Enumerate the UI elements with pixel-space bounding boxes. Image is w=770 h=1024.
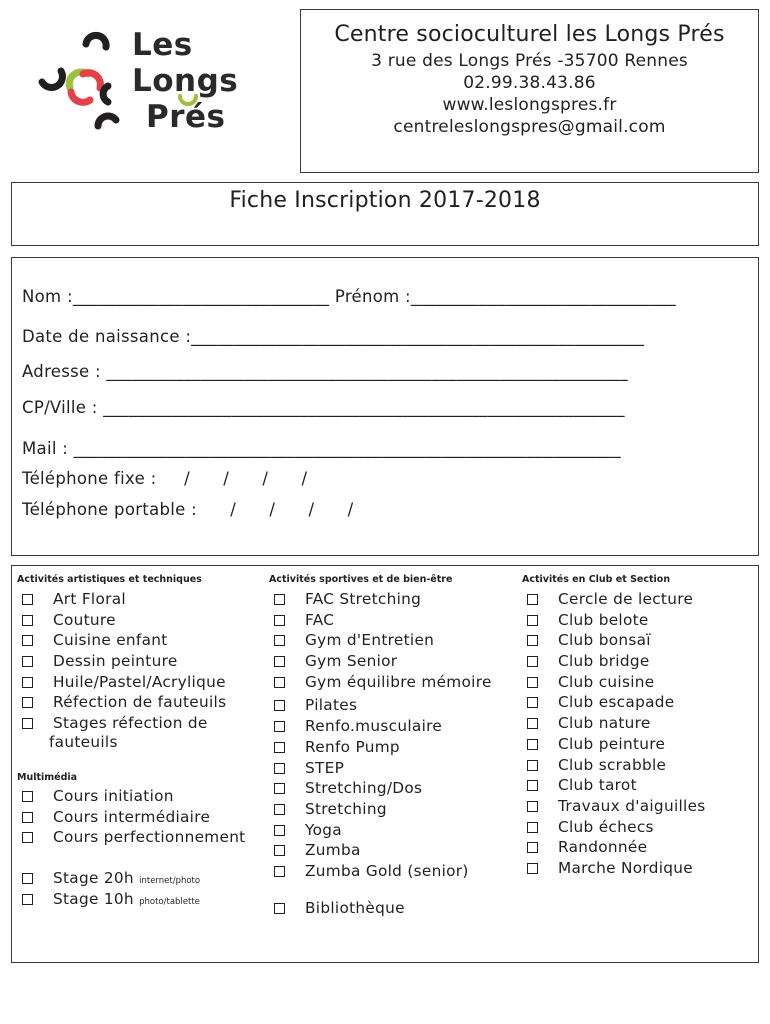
activity-option[interactable]: Cuisine enfant <box>17 630 267 651</box>
activity-option[interactable]: Club bonsaï <box>522 630 752 651</box>
activity-option[interactable]: Pilates <box>269 695 519 716</box>
activity-option[interactable]: Club escapade <box>522 692 752 713</box>
checkbox[interactable] <box>274 742 285 753</box>
landline-field[interactable]: Téléphone fixe : / / / / <box>22 469 308 488</box>
checkbox[interactable] <box>527 697 538 708</box>
activity-option[interactable]: Club peinture <box>522 734 752 755</box>
checkbox[interactable] <box>527 842 538 853</box>
checkbox[interactable] <box>274 763 285 774</box>
checkbox[interactable] <box>22 718 33 729</box>
checkbox[interactable] <box>274 845 285 856</box>
activity-option[interactable]: Art Floral <box>17 589 267 610</box>
checkbox[interactable] <box>527 594 538 605</box>
logo-word-2: Longs <box>132 63 239 99</box>
activity-option[interactable]: Travaux d'aiguilles <box>522 796 752 817</box>
checkbox[interactable] <box>22 812 33 823</box>
checkbox[interactable] <box>274 700 285 711</box>
activity-option[interactable]: Huile/Pastel/Acrylique <box>17 672 267 693</box>
center-phone: 02.99.38.43.86 <box>463 73 596 94</box>
activity-option[interactable]: Club échecs <box>522 817 752 838</box>
activity-option[interactable]: Club tarot <box>522 775 752 796</box>
checkbox[interactable] <box>274 804 285 815</box>
checkbox[interactable] <box>527 780 538 791</box>
activity-option[interactable]: Randonnée <box>522 837 752 858</box>
activity-option[interactable]: Dessin peinture <box>17 651 267 672</box>
heading-sportives: Activités sportives et de bien-être <box>269 574 453 585</box>
checkbox[interactable] <box>527 615 538 626</box>
column-club <box>522 571 752 879</box>
activity-option[interactable]: Stages réfection de <box>17 713 267 734</box>
checkbox[interactable] <box>274 635 285 646</box>
activity-option[interactable]: Renfo.musculaire <box>269 716 519 737</box>
logo-word-3: Prés <box>146 99 226 135</box>
activity-option[interactable]: Stage 20h internet/photo <box>17 868 267 889</box>
checkbox[interactable] <box>527 656 538 667</box>
checkbox[interactable] <box>22 656 33 667</box>
checkbox[interactable] <box>22 677 33 688</box>
checkbox[interactable] <box>274 825 285 836</box>
checkbox[interactable] <box>274 866 285 877</box>
column-artistiques <box>17 571 267 909</box>
activity-option[interactable]: Club bridge <box>522 651 752 672</box>
address-field[interactable]: Adresse : _____________________________________________________________ <box>22 362 628 381</box>
activity-option-continuation: fauteuils <box>49 732 118 751</box>
checkbox[interactable] <box>274 656 285 667</box>
checkbox[interactable] <box>22 832 33 843</box>
logo-word-1: Les <box>132 27 193 63</box>
checkbox[interactable] <box>22 594 33 605</box>
activity-option[interactable]: Stretching <box>269 799 519 820</box>
checkbox[interactable] <box>527 801 538 812</box>
activity-option[interactable]: Gym équilibre mémoire <box>269 672 519 693</box>
activity-option[interactable]: Zumba Gold (senior) <box>269 861 519 882</box>
checkbox[interactable] <box>274 677 285 688</box>
form-title: Fiche Inscription 2017-2018 <box>229 188 541 213</box>
activity-option[interactable]: Gym d'Entretien <box>269 630 519 651</box>
activity-option[interactable]: Club belote <box>522 610 752 631</box>
checkbox[interactable] <box>22 697 33 708</box>
checkbox[interactable] <box>527 739 538 750</box>
checkbox[interactable] <box>527 677 538 688</box>
checkbox[interactable] <box>527 822 538 833</box>
nom-prenom-field[interactable]: Nom :______________________________ Prénom :_______________________________ <box>22 287 676 306</box>
center-website: www.leslongspres.fr <box>442 95 617 116</box>
activity-option[interactable]: Cours perfectionnement <box>17 827 267 848</box>
heading-multimedia: Multimédia <box>17 771 78 783</box>
activity-option[interactable]: FAC Stretching <box>269 589 519 610</box>
checkbox[interactable] <box>22 894 33 905</box>
checkbox[interactable] <box>274 783 285 794</box>
birthdate-field[interactable]: Date de naissance :_____________________________________________________ <box>22 327 645 346</box>
checkbox[interactable] <box>527 760 538 771</box>
activities-section <box>11 565 759 963</box>
checkbox[interactable] <box>274 903 285 914</box>
activity-option[interactable]: Réfection de fauteuils <box>17 692 267 713</box>
checkbox[interactable] <box>22 873 33 884</box>
logo-smile-accent <box>178 94 198 106</box>
mobile-field[interactable]: Téléphone portable : / / / / <box>22 500 354 519</box>
cp-ville-field[interactable]: CP/Ville : _____________________________________________________________ <box>22 398 625 417</box>
activity-option[interactable]: Couture <box>17 610 267 631</box>
activity-option[interactable]: STEP <box>269 758 519 779</box>
activity-option[interactable]: Club cuisine <box>522 672 752 693</box>
center-info-box <box>300 9 759 173</box>
center-email: centreleslongspres@gmail.com <box>393 117 666 138</box>
activity-option[interactable]: Marche Nordique <box>522 858 752 879</box>
activity-option[interactable]: Club nature <box>522 713 752 734</box>
activity-option[interactable]: Cercle de lecture <box>522 589 752 610</box>
checkbox[interactable] <box>274 615 285 626</box>
column-sportives <box>269 571 519 918</box>
activity-option[interactable]: Stage 10h photo/tablette <box>17 889 267 910</box>
activity-option[interactable]: Club scrabble <box>522 755 752 776</box>
center-address: 3 rue des Longs Prés -35700 Rennes <box>371 51 688 72</box>
checkbox[interactable] <box>22 635 33 646</box>
activity-option[interactable]: Stretching/Dos <box>269 778 519 799</box>
checkbox[interactable] <box>22 791 33 802</box>
activity-option[interactable]: Gym Senior <box>269 651 519 672</box>
center-title: Centre socioculturel les Longs Prés <box>334 22 725 47</box>
heading-club: Activités en Club et Section <box>522 574 671 585</box>
activity-option[interactable]: Yoga <box>269 820 519 841</box>
logo-mark <box>34 30 134 142</box>
heading-artistiques: Activités artistiques et techniques <box>17 574 202 585</box>
activity-option[interactable]: Cours initiation <box>17 786 267 807</box>
activity-option[interactable]: Zumba <box>269 840 519 861</box>
checkbox[interactable] <box>274 721 285 732</box>
checkbox[interactable] <box>527 635 538 646</box>
identity-section <box>11 257 759 556</box>
checkbox[interactable] <box>527 863 538 874</box>
form-title-box <box>11 182 759 246</box>
checkbox[interactable] <box>22 615 33 626</box>
activity-option[interactable]: Bibliothèque <box>269 898 519 919</box>
checkbox[interactable] <box>527 718 538 729</box>
mail-field[interactable]: Mail : ________________________________________________________________ <box>22 439 621 458</box>
activity-option[interactable]: FAC <box>269 610 519 631</box>
logo <box>34 27 264 142</box>
activity-option[interactable]: Cours intermédiaire <box>17 807 267 828</box>
activity-option[interactable]: Renfo Pump <box>269 737 519 758</box>
checkbox[interactable] <box>274 594 285 605</box>
